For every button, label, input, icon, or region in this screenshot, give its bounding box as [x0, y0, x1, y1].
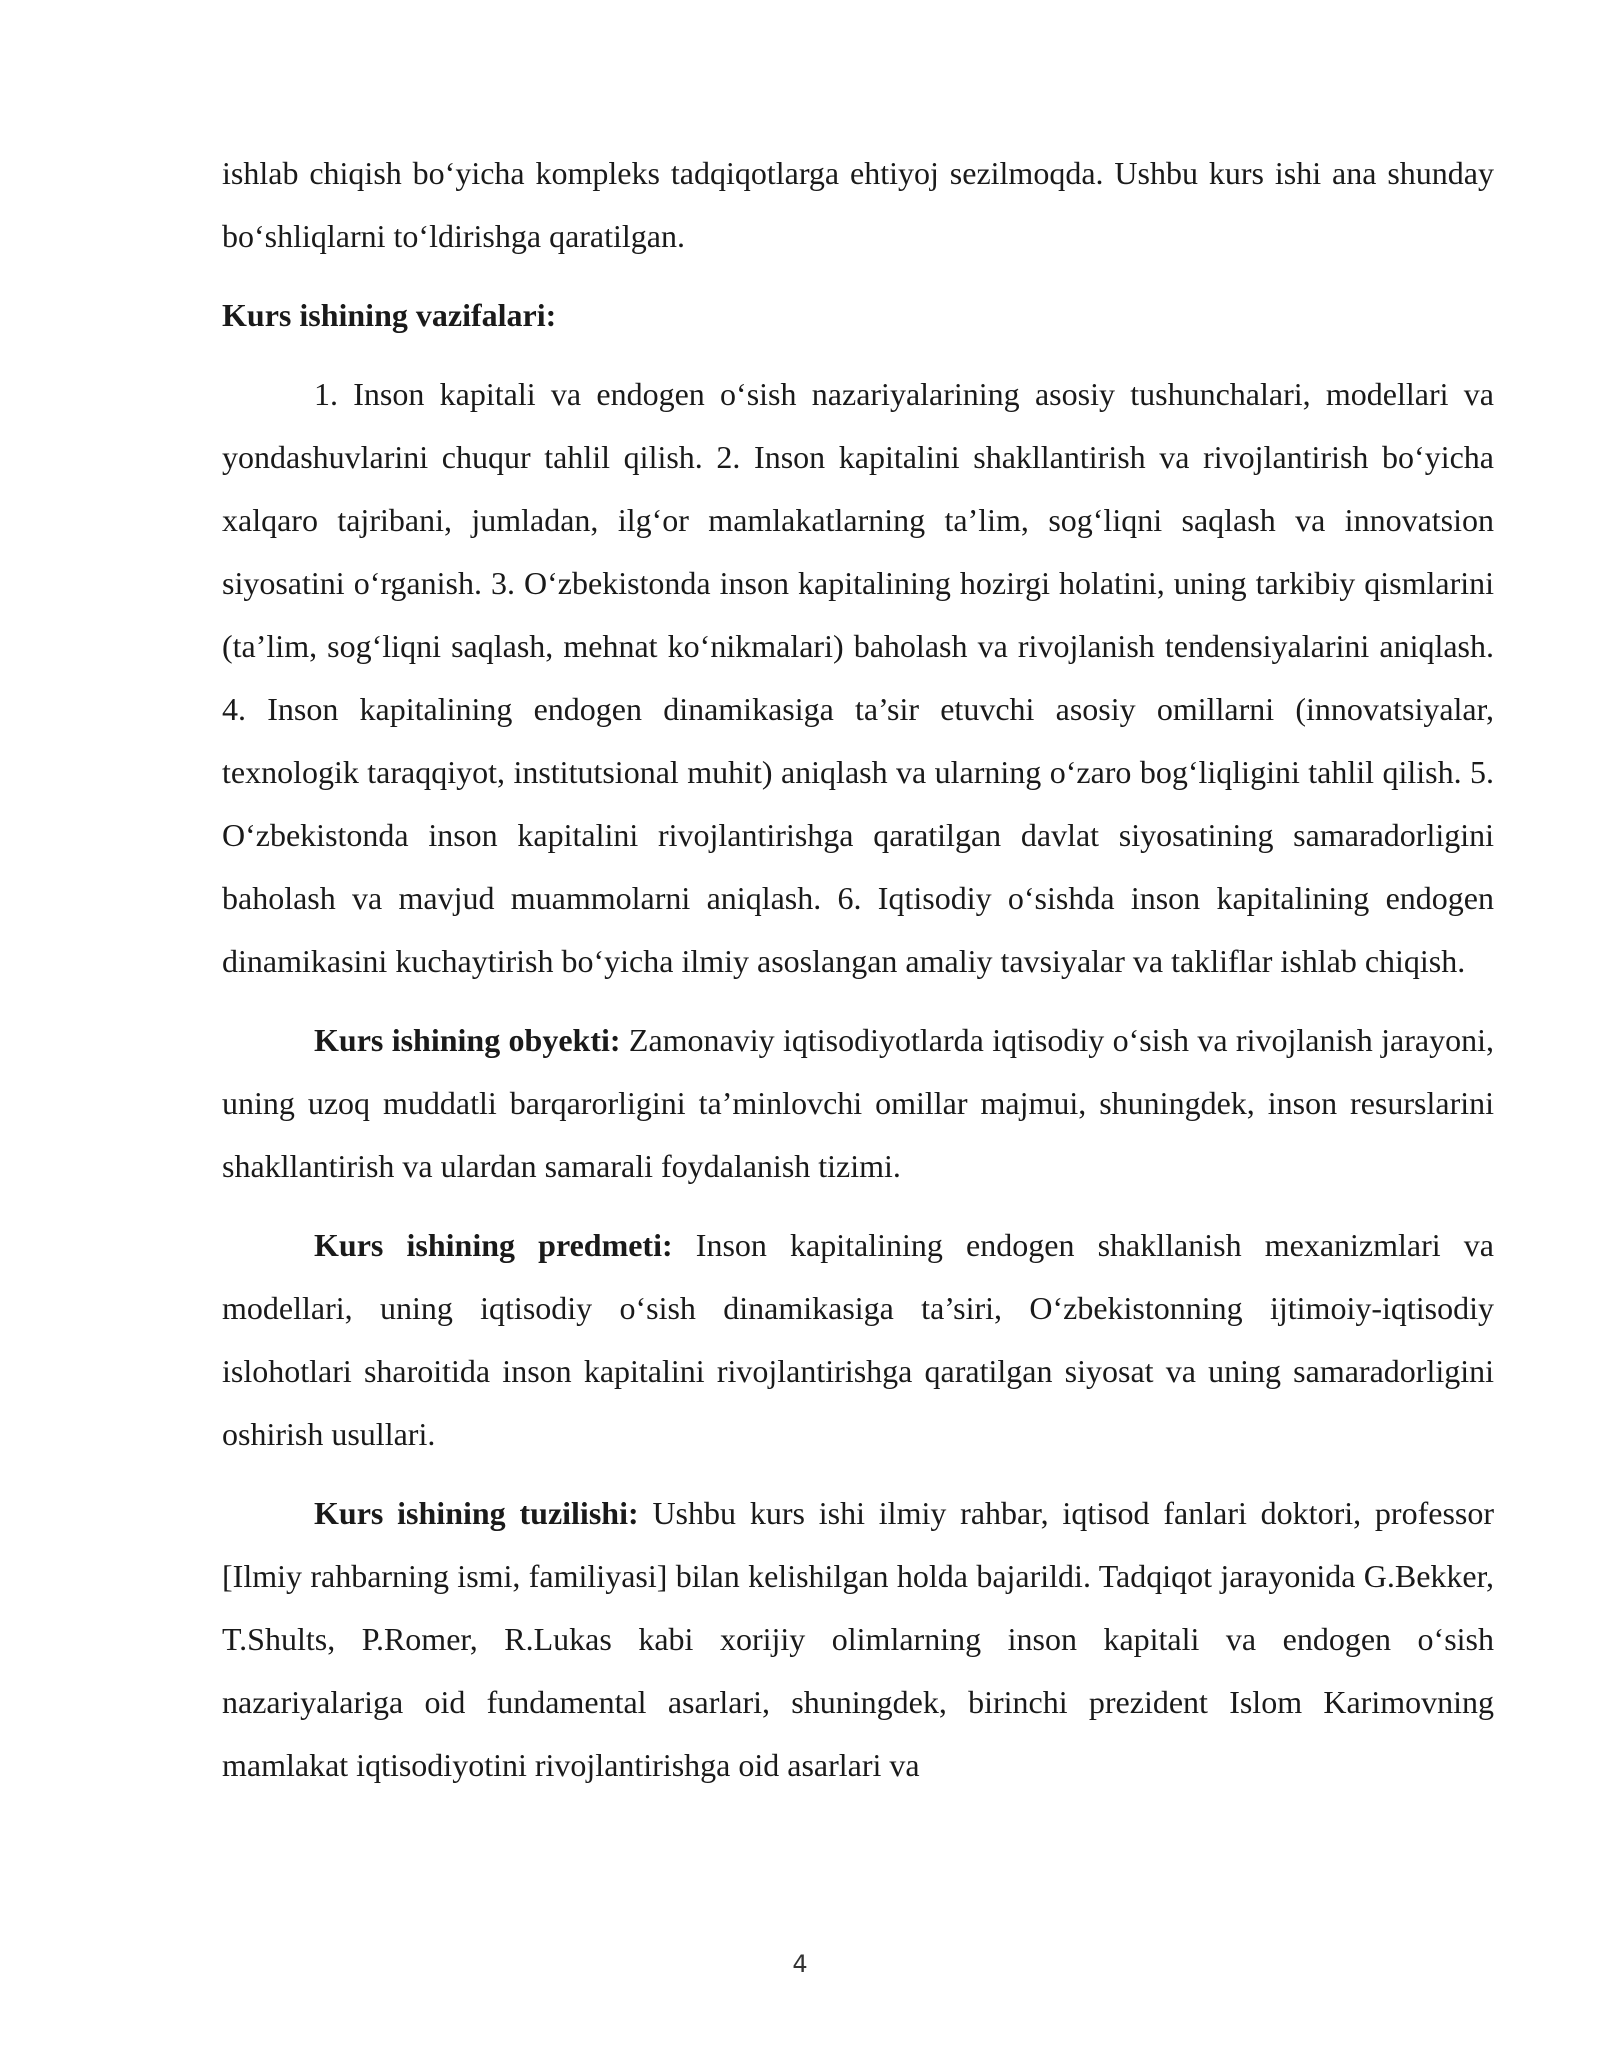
object-paragraph — [222, 1009, 1494, 1198]
object-body: Zamonaviy iqtisodiyotlarda iqtisodiy o‘sish va rivojlanish jarayoni, uning uzoq muddatli barqarorligini ta’minlovchi omillar majmui, shuningdek, inson resurslarini shakllantirish va ulardan samarali foydalanish tizimi. — [222, 1022, 1495, 1184]
subject-paragraph — [222, 1214, 1494, 1466]
object-label: Kurs ishining obyekti: — [314, 1022, 621, 1058]
document-page — [222, 142, 1494, 1797]
tasks-heading: Kurs ishining vazifalari: — [222, 297, 557, 333]
structure-body: Ushbu kurs ishi ilmiy rahbar, iqtisod fanlari doktori, professor [Ilmiy rahbarning ismi, familiyasi] bilan kelishilgan holda bajarildi. Tadqiqot jarayonida G.Bekker, T.Shults, P.Romer, R.Lukas kabi xorijiy olimlarning inson kapitali va endogen o‘sish nazariyalariga oid fundamental asarlari, shuningdek, birinchi prezident Islom Karimovning mamlakat iqtisodiyotini rivojlantirishga oid asarlari va — [222, 1495, 1495, 1783]
subject-label: Kurs ishining predmeti: — [314, 1227, 673, 1263]
intro-continuation-paragraph: ishlab chiqish bo‘yicha kompleks tadqiqotlarga ehtiyoj sezilmoqda. Ushbu kurs ishi ana shunday bo‘shliqlarni to‘ldirishga qaratilgan. — [222, 155, 1494, 254]
structure-paragraph — [222, 1482, 1494, 1797]
page-number: 4 — [792, 1950, 808, 1978]
subject-body: Inson kapitalining endogen shakllanish mexanizmlari va modellari, uning iqtisodiy o‘sish dinamikasiga ta’siri, O‘zbekistonning ijtimoiy-iqtisodiy islohotlari sharoitida inson kapitalini rivojlantirishga qaratilgan siyosat va uning samaradorligini oshirish usullari. — [222, 1227, 1495, 1452]
structure-label: Kurs ishining tuzilishi: — [314, 1495, 639, 1531]
tasks-paragraph: 1. Inson kapitali va endogen o‘sish nazariyalarining asosiy tushunchalari, modellari va yondashuvlarini chuqur tahlil qilish. 2. Inson kapitalini shakllantirish va rivojlantirish bo‘yicha xalqaro tajribani, jumladan, ilg‘or mamlakatlarning ta’lim, sog‘liqni saqlash va innovatsion siyosatini o‘rganish. 3. O‘zbekistonda inson kapitalining hozirgi holatini, uning tarkibiy qismlarini (ta’lim, sog‘liqni saqlash, mehnat ko‘nikmalari) baholash va rivojlanish tendensiyalarini aniqlash. 4. Inson kapitalining endogen dinamikasiga ta’sir etuvchi asosiy omillarni (innovatsiyalar, texnologik taraqqiyot, institutsional muhit) aniqlash va ularning o‘zaro bog‘liqligini tahlil qilish. 5. O‘zbekistonda inson kapitalini rivojlantirishga qaratilgan davlat siyosatining samaradorligini baholash va mavjud muammolarni aniqlash. 6. Iqtisodiy o‘sishda inson kapitalining endogen dinamikasini kuchaytirish bo‘yicha ilmiy asoslangan amaliy tavsiyalar va takliflar ishlab chiqish. — [222, 376, 1494, 979]
